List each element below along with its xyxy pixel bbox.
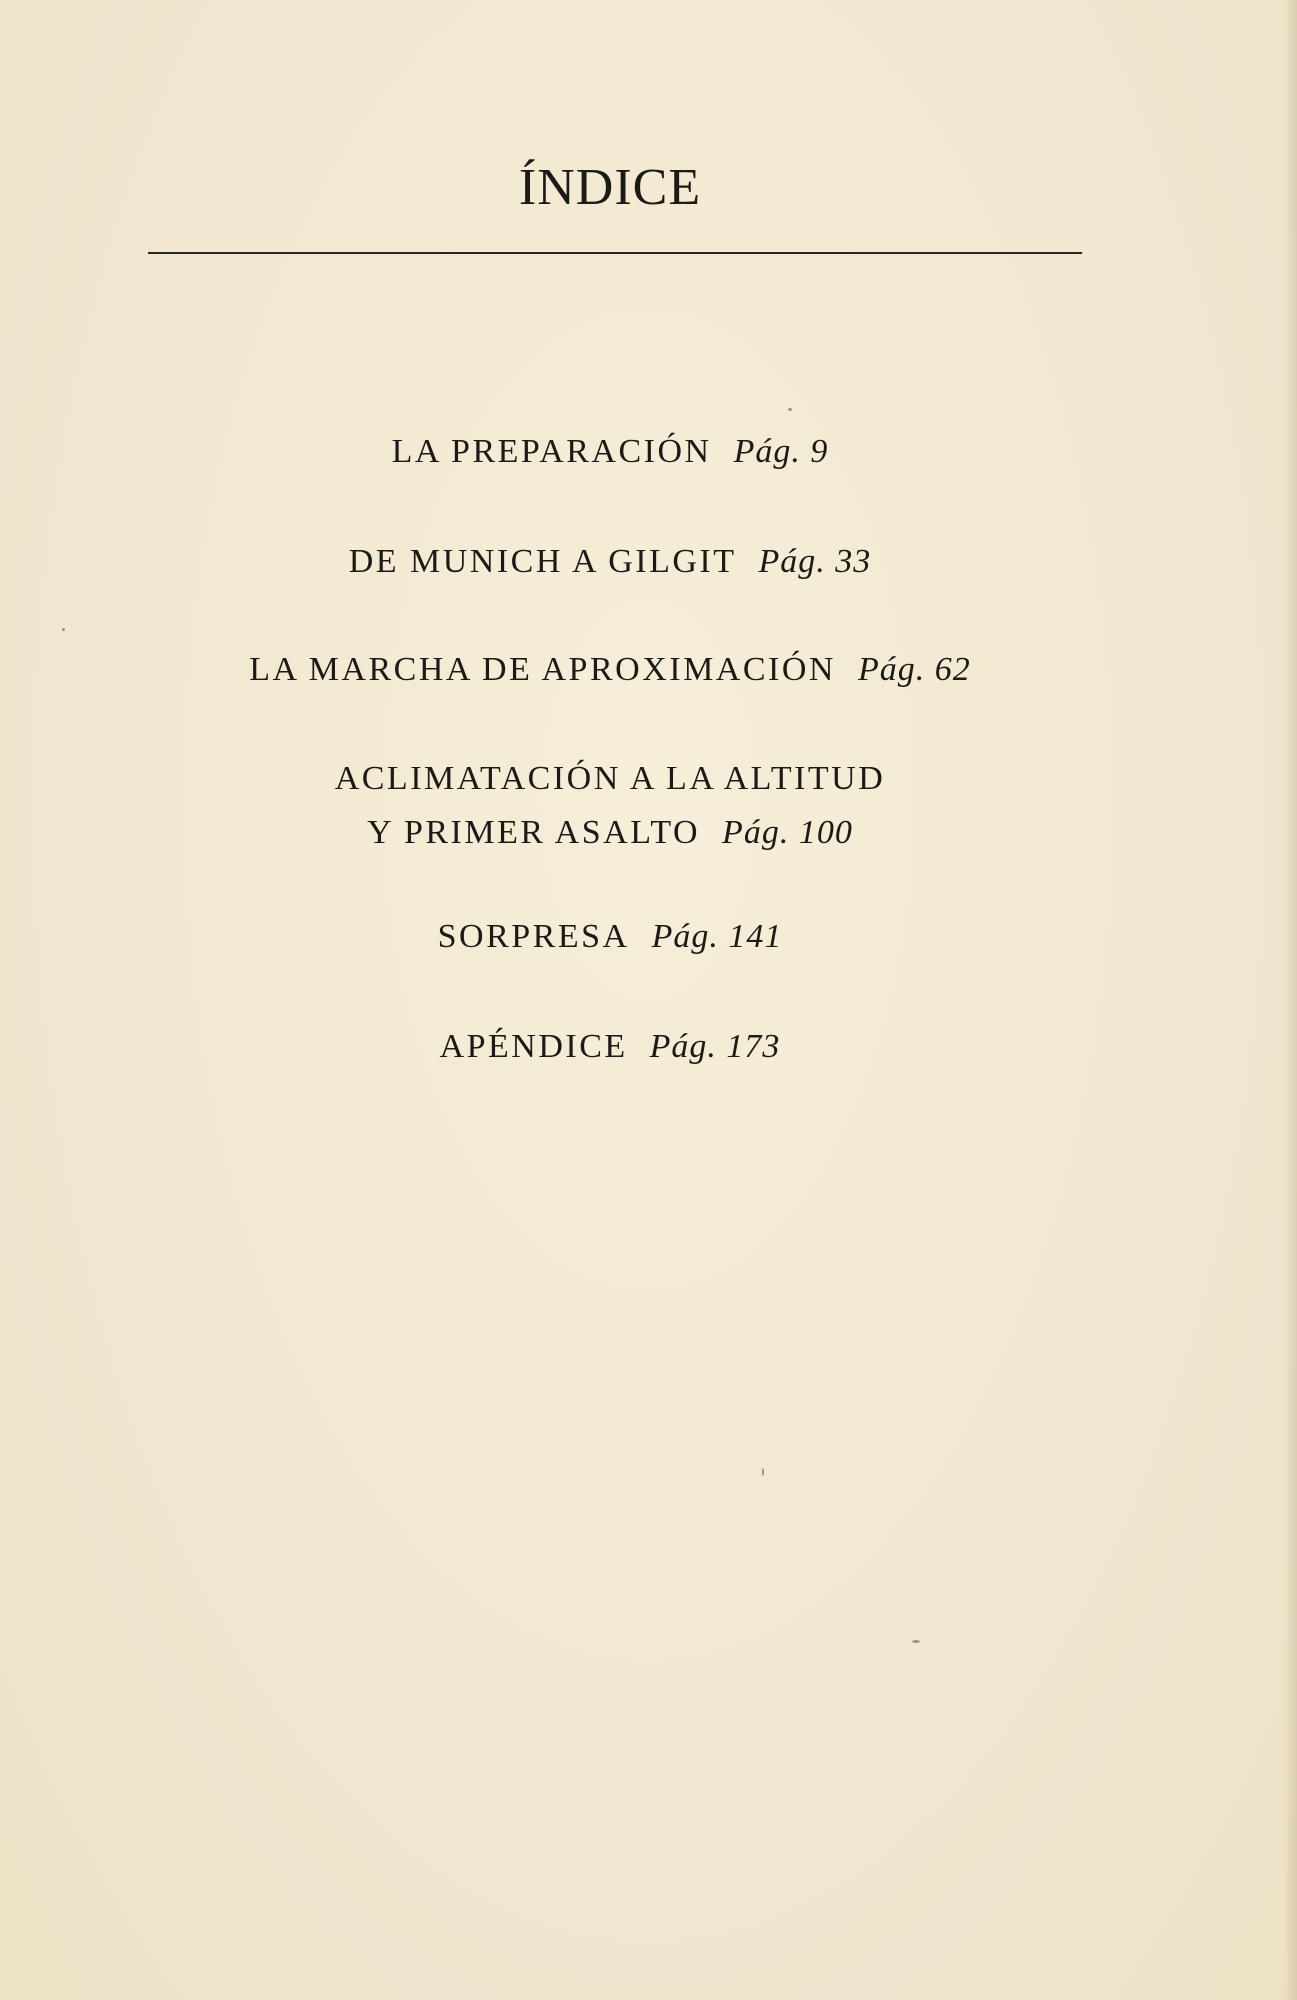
- toc-entry-page: Pág. 173: [649, 1028, 781, 1065]
- toc-entry-sorpresa: [0, 910, 1220, 964]
- paper-speck: [762, 1468, 764, 1476]
- paper-speck: [62, 628, 65, 631]
- paper-speck: [788, 408, 792, 411]
- page-title: ÍNDICE: [518, 159, 702, 216]
- toc-entry-title: LA MARCHA DE APROXIMACIÓN: [249, 651, 836, 688]
- toc-entry-title: APÉNDICE: [439, 1028, 628, 1065]
- title-rule: [148, 252, 1082, 254]
- toc-entry-title: SORPRESA: [437, 918, 630, 955]
- toc-entry-preparacion: [0, 425, 1220, 479]
- toc-entry-page: Pág. 141: [651, 918, 783, 955]
- toc-entry-page: Pág. 9: [733, 433, 829, 470]
- toc-entry-munich-gilgit: [0, 535, 1220, 589]
- toc-entry-title: LA PREPARACIÓN: [391, 433, 712, 470]
- toc-entry-marcha: [0, 643, 1220, 697]
- toc-entry-title-line1: ACLIMATACIÓN A LA ALTITUD: [334, 760, 886, 797]
- toc-entry-title-line2: Y PRIMER ASALTO: [367, 814, 701, 851]
- toc-entry-aclimatacion: [0, 752, 1220, 860]
- paper-speck: [912, 1640, 920, 1643]
- toc-entry-title-line2-wrap: [0, 806, 1220, 860]
- toc-entry-title: DE MUNICH A GILGIT: [348, 543, 737, 580]
- toc-entry-apendice: [0, 1020, 1220, 1074]
- toc-entry-page: Pág. 62: [857, 651, 971, 688]
- toc-entry-page: Pág. 100: [722, 814, 853, 851]
- page-edge-shadow: [1283, 0, 1297, 2000]
- toc-entry-page: Pág. 33: [758, 543, 872, 580]
